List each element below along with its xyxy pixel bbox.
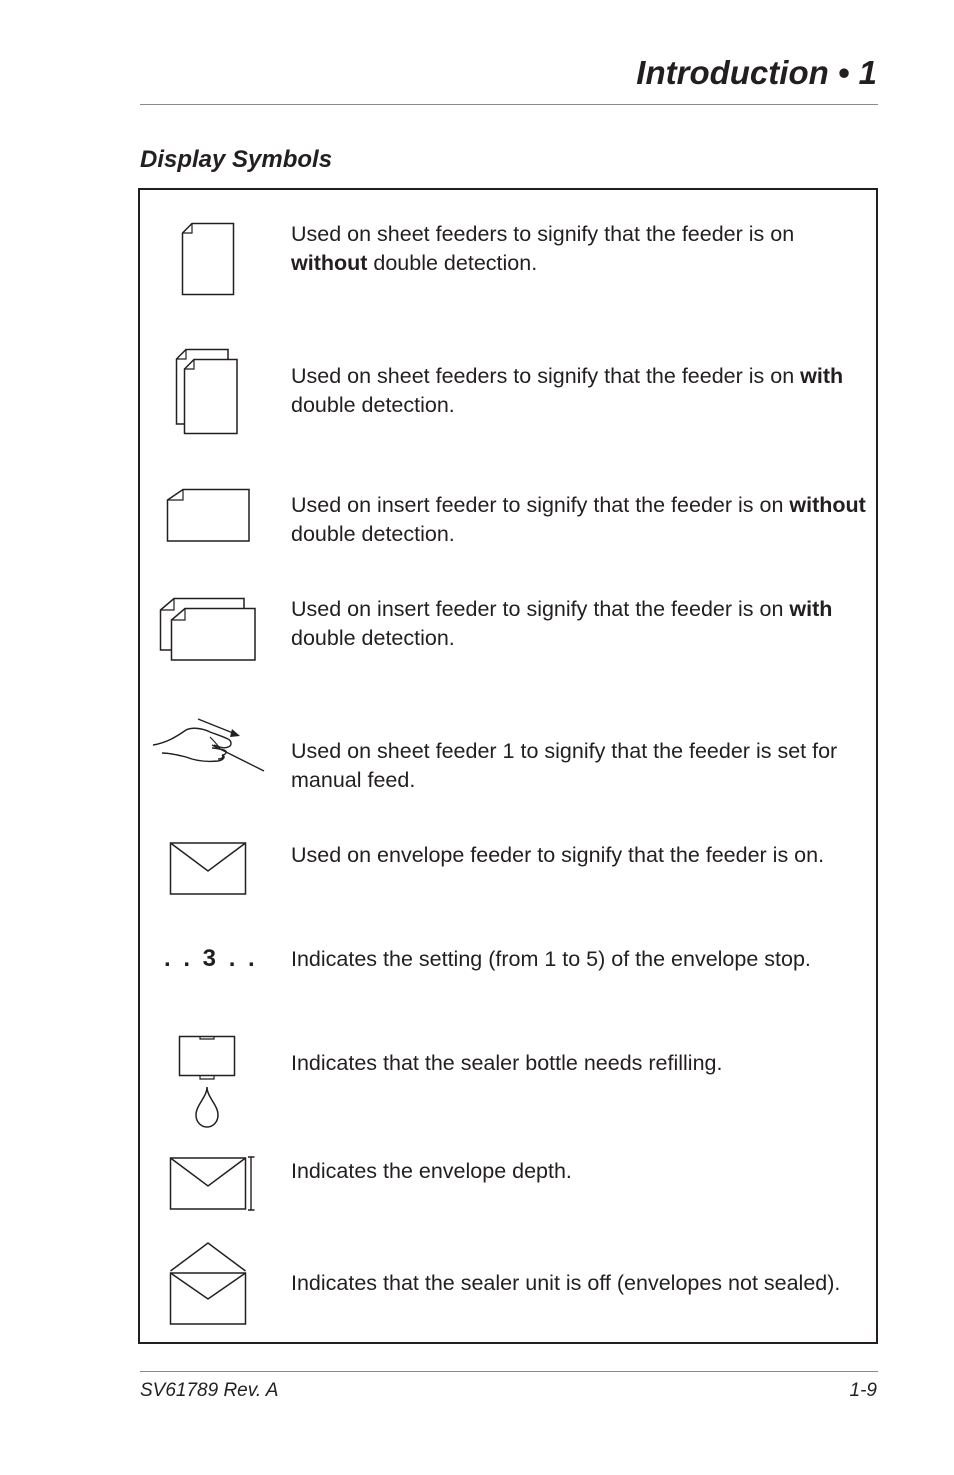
sealer-bottle-icon [178, 1035, 238, 1131]
envelope-icon [169, 841, 247, 897]
envelope-depth-icon [169, 1156, 257, 1212]
envelope-stop-setting-icon: . . 3 . . [164, 945, 258, 972]
header-rule [140, 104, 878, 105]
symbol-description: Indicates the setting (from 1 to 5) of the envelope stop. [291, 947, 811, 971]
symbol-description: Used on insert feeder to signify that the feeder is on without double detection. [291, 493, 866, 546]
manual-feed-hand-icon [152, 715, 266, 775]
sealer-off-envelope-icon [169, 1241, 247, 1327]
page-number: 1-9 [849, 1380, 877, 1401]
symbol-description: Indicates the envelope depth. [291, 1159, 572, 1183]
footer-rule [140, 1371, 878, 1372]
symbol-table [138, 188, 878, 1344]
symbol-description: Used on envelope feeder to signify that the feeder is on. [291, 843, 825, 867]
symbol-description: Used on insert feeder to signify that the feeder is on with double detection. [291, 597, 833, 650]
symbol-description: Indicates that the sealer unit is off (envelopes not sealed). [291, 1271, 841, 1295]
symbol-description: Used on sheet feeders to signify that the feeder is on without double detection. [291, 222, 795, 275]
single-insert-icon [165, 488, 251, 544]
section-title: Display Symbols [140, 146, 333, 173]
single-sheet-icon [180, 222, 236, 296]
double-insert-icon [158, 597, 258, 663]
document-id: SV61789 Rev. A [140, 1380, 279, 1401]
symbol-description: Indicates that the sealer bottle needs refilling. [291, 1051, 723, 1075]
chapter-title: Introduction • 1 [636, 54, 877, 91]
double-sheet-icon [174, 348, 240, 436]
symbol-description: Used on sheet feeders to signify that the feeder is on with double detection. [291, 364, 844, 417]
symbol-description: Used on sheet feeder 1 to signify that the feeder is set for manual feed. [291, 739, 838, 792]
